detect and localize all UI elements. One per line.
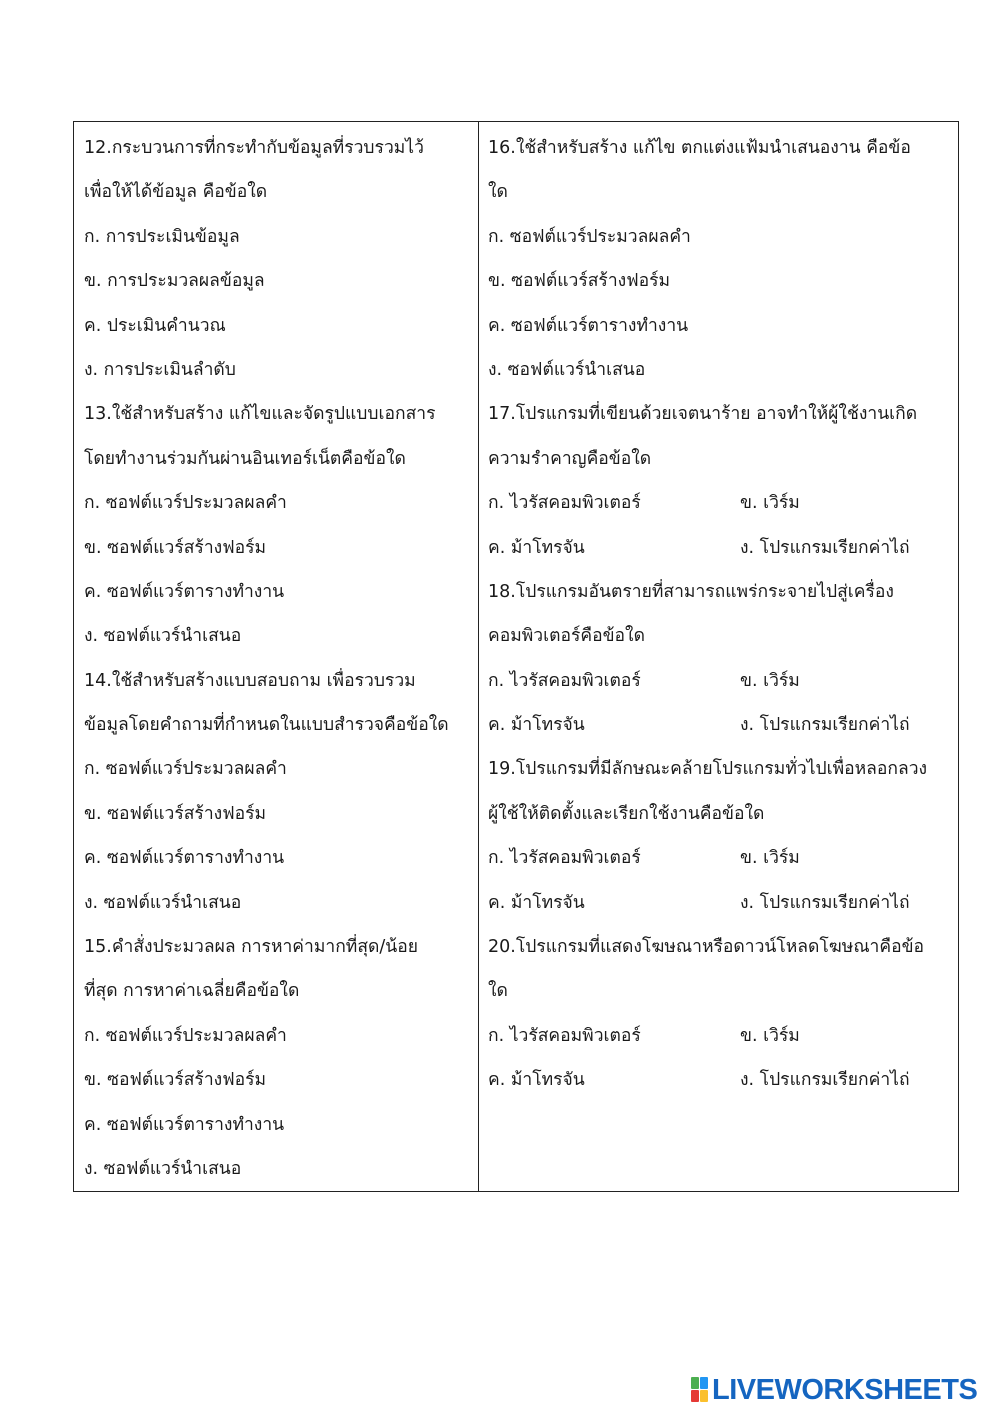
question-18-option-d[interactable]: ง. โปรแกรมเรียกค่าไถ่ [740, 715, 910, 736]
question-14-line-2: ข้อมูลโดยคำถามที่กำหนดในแบบสำรวจคือข้อใด [84, 715, 449, 736]
question-17-option-a[interactable]: ก. ไวรัสคอมพิวเตอร์ [488, 493, 641, 514]
question-12-option-d[interactable]: ง. การประเมินลำดับ [84, 359, 236, 380]
question-20-options-row-2 [488, 1058, 954, 1102]
question-16-line-1: 16.ใช้สำหรับสร้าง แก้ไข ตกแต่งแฟ้มนำเสนองาน คือข้อ [488, 138, 911, 158]
question-19-option-d[interactable]: ง. โปรแกรมเรียกค่าไถ่ [740, 892, 910, 913]
question-18-line-2: คอมพิวเตอร์คือข้อใด [488, 626, 645, 647]
question-12-line-1: 12.กระบวนการที่กระทำกับข้อมูลที่รวบรวมไว้ [84, 138, 424, 158]
question-17-line-2: ความรำคาญคือข้อใด [488, 448, 652, 469]
question-15-option-a[interactable]: ก. ซอฟต์แวร์ประมวลผลคำ [84, 1025, 287, 1046]
question-17-line-1: 17.โปรแกรมที่เขียนด้วยเจตนาร้าย อาจทำให้ผู้ใช้งานเกิด [488, 404, 918, 425]
worksheet-table [73, 121, 959, 1192]
question-13-option-d[interactable]: ง. ซอฟต์แวร์นำเสนอ [84, 626, 242, 647]
question-19-line-2: ผู้ใช้ให้ติดตั้งและเรียกใช้งานคือข้อใด [488, 803, 765, 824]
question-13-option-a[interactable]: ก. ซอฟต์แวร์ประมวลผลคำ [84, 493, 287, 514]
question-20-line-2: ใด [488, 981, 508, 1002]
question-12-line-2: เพื่อให้ได้ข้อมูล คือข้อใด [84, 182, 268, 203]
question-18-option-c[interactable]: ค. ม้าโทรจัน [488, 715, 585, 736]
question-13-option-c[interactable]: ค. ซอฟต์แวร์ตารางทำงาน [84, 581, 285, 602]
liveworksheets-logo-icon [691, 1377, 708, 1403]
question-19-option-b[interactable]: ข. เวิร์ม [740, 848, 800, 869]
question-16-line-2: ใด [488, 182, 508, 203]
question-15-option-d[interactable]: ง. ซอฟต์แวร์นำเสนอ [84, 1158, 242, 1179]
question-13-line-1: 13.ใช้สำหรับสร้าง แก้ไขและจัดรูปแบบเอกสาร [84, 404, 436, 425]
question-17-options-row-1 [488, 481, 954, 525]
question-12-option-b[interactable]: ข. การประมวลผลข้อมูล [84, 271, 265, 292]
question-15-option-c[interactable]: ค. ซอฟต์แวร์ตารางทำงาน [84, 1114, 285, 1135]
question-18-options-row-2 [488, 703, 954, 747]
question-15-option-b[interactable]: ข. ซอฟต์แวร์สร้างฟอร์ม [84, 1070, 267, 1091]
liveworksheets-logo[interactable] [691, 1373, 977, 1407]
question-14-option-a[interactable]: ก. ซอฟต์แวร์ประมวลผลคำ [84, 759, 287, 780]
question-19-option-c[interactable]: ค. ม้าโทรจัน [488, 892, 585, 913]
left-column [74, 122, 479, 1191]
question-18-option-a[interactable]: ก. ไวรัสคอมพิวเตอร์ [488, 670, 641, 691]
question-17-option-d[interactable]: ง. โปรแกรมเรียกค่าไถ่ [740, 537, 910, 558]
question-13-option-b[interactable]: ข. ซอฟต์แวร์สร้างฟอร์ม [84, 537, 267, 558]
question-17-option-c[interactable]: ค. ม้าโทรจัน [488, 537, 585, 558]
question-19-options-row-2 [488, 881, 954, 925]
question-14-option-c[interactable]: ค. ซอฟต์แวร์ตารางทำงาน [84, 848, 285, 869]
question-12-option-a[interactable]: ก. การประเมินข้อมูล [84, 226, 240, 247]
question-20-option-a[interactable]: ก. ไวรัสคอมพิวเตอร์ [488, 1025, 641, 1046]
question-16-option-c[interactable]: ค. ซอฟต์แวร์ตารางทำงาน [488, 315, 689, 336]
question-15-line-2: ที่สุด การหาค่าเฉลี่ยคือข้อใด [84, 981, 300, 1002]
question-13-line-2: โดยทำงานร่วมกันผ่านอินเทอร์เน็ตคือข้อใด [84, 448, 406, 469]
question-16-option-a[interactable]: ก. ซอฟต์แวร์ประมวลผลคำ [488, 226, 691, 247]
question-20-options-row-1 [488, 1014, 954, 1058]
question-18-line-1: 18.โปรแกรมอันตรายที่สามารถแพร่กระจายไปสู่เครื่อง [488, 581, 894, 602]
question-18-option-b[interactable]: ข. เวิร์ม [740, 670, 800, 691]
question-14-line-1: 14.ใช้สำหรับสร้างแบบสอบถาม เพื่อรวบรวม [84, 670, 416, 691]
question-12-option-c[interactable]: ค. ประเมินคำนวณ [84, 315, 226, 336]
question-16-option-d[interactable]: ง. ซอฟต์แวร์นำเสนอ [488, 359, 646, 380]
question-20-option-c[interactable]: ค. ม้าโทรจัน [488, 1070, 585, 1091]
liveworksheets-logo-text: LIVEWORKSHEETS [712, 1373, 978, 1406]
question-16-option-b[interactable]: ข. ซอฟต์แวร์สร้างฟอร์ม [488, 271, 671, 292]
question-20-line-1: 20.โปรแกรมที่แสดงโฆษณาหรือดาวน์โหลดโฆษณาคือข้อ [488, 937, 925, 958]
question-20-option-d[interactable]: ง. โปรแกรมเรียกค่าไถ่ [740, 1070, 910, 1091]
question-14-option-d[interactable]: ง. ซอฟต์แวร์นำเสนอ [84, 892, 242, 913]
question-20-option-b[interactable]: ข. เวิร์ม [740, 1025, 800, 1046]
question-17-options-row-2 [488, 526, 954, 570]
question-18-options-row-1 [488, 659, 954, 703]
question-17-option-b[interactable]: ข. เวิร์ม [740, 493, 800, 514]
question-14-option-b[interactable]: ข. ซอฟต์แวร์สร้างฟอร์ม [84, 803, 267, 824]
question-19-options-row-1 [488, 836, 954, 880]
question-15-line-1: 15.คำสั่งประมวลผล การหาค่ามากที่สุด/น้อย [84, 937, 419, 958]
right-column [479, 122, 958, 1191]
question-19-line-1: 19.โปรแกรมที่มีลักษณะคล้ายโปรแกรมทั่วไปเพื่อหลอกลวง [488, 759, 928, 780]
question-19-option-a[interactable]: ก. ไวรัสคอมพิวเตอร์ [488, 848, 641, 869]
